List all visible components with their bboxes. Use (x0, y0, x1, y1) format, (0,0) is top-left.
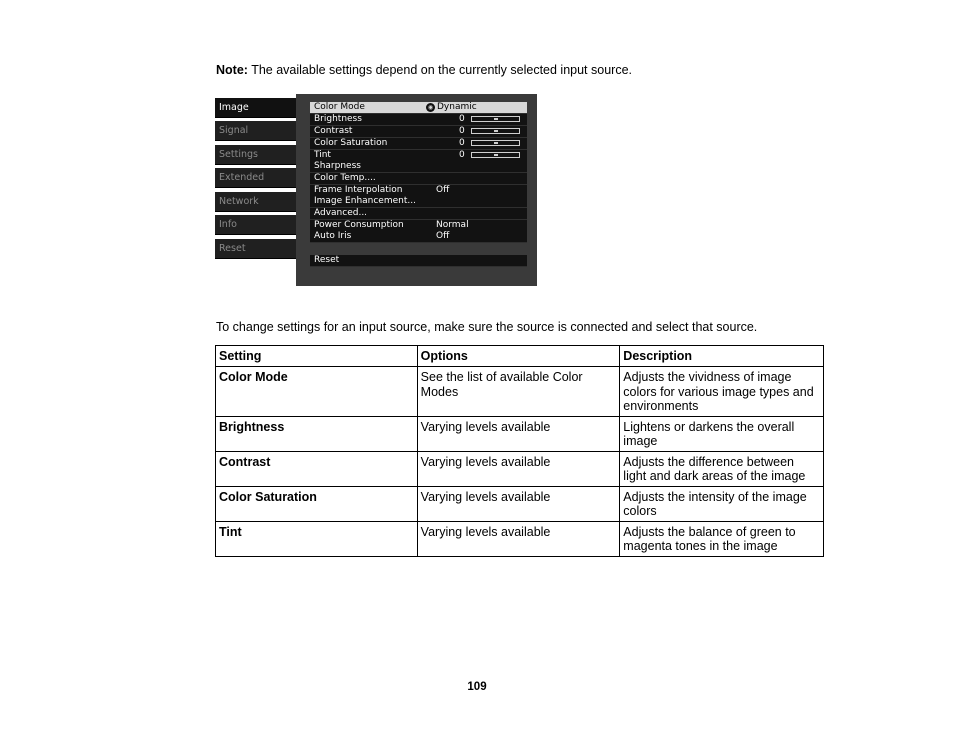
table-row (216, 416, 824, 451)
slider-knob[interactable] (494, 130, 498, 132)
menu-row-brightness[interactable] (310, 114, 527, 126)
cell-setting: Brightness (216, 416, 418, 451)
menu-row-value: Normal (436, 220, 469, 230)
menu-settings-panel (296, 94, 537, 286)
cell-description: Adjusts the difference between light and dark areas of the image (620, 451, 824, 486)
table-row (216, 486, 824, 521)
cell-options: Varying levels available (417, 521, 620, 556)
note-label: Note: (216, 63, 248, 77)
cell-options: Varying levels available (417, 451, 620, 486)
cell-description: Adjusts the balance of green to magenta tones in the image (620, 521, 824, 556)
menu-row-color-mode[interactable] (310, 102, 527, 114)
brightness-slider[interactable] (471, 116, 520, 122)
menu-row-label: Brightness (314, 114, 362, 124)
menu-row-label: Advanced... (314, 208, 368, 218)
slider-knob[interactable] (494, 118, 498, 120)
table-row (216, 451, 824, 486)
menu-row-number: 0 (459, 150, 465, 160)
cell-options: Varying levels available (417, 486, 620, 521)
menu-row-auto-iris[interactable] (310, 231, 527, 243)
menu-tab-extended[interactable]: Extended (215, 168, 297, 188)
menu-tab-reset[interactable]: Reset (215, 239, 297, 259)
menu-row-contrast[interactable] (310, 126, 527, 138)
menu-row-value: Off (436, 231, 450, 241)
menu-row-label: Tint (314, 150, 331, 160)
header-options: Options (417, 346, 620, 367)
cell-description: Lightens or darkens the overall image (620, 416, 824, 451)
menu-row-reset[interactable] (310, 255, 527, 267)
menu-row-sharpness[interactable] (310, 161, 527, 173)
cell-setting: Color Saturation (216, 486, 418, 521)
contrast-slider[interactable] (471, 128, 520, 134)
menu-row-color-temp[interactable] (310, 173, 527, 185)
menu-row-label: Color Mode (314, 102, 365, 112)
image-menu-screenshot (215, 94, 537, 286)
header-setting: Setting (216, 346, 418, 367)
menu-row-label: Color Saturation (314, 138, 388, 148)
table-header-row (216, 346, 824, 367)
cell-options: Varying levels available (417, 416, 620, 451)
menu-row-number: 0 (459, 126, 465, 136)
menu-row-value: Off (436, 185, 450, 195)
menu-row-label: Frame Interpolation (314, 185, 403, 195)
menu-row-label: Reset (314, 255, 340, 265)
menu-tab-info[interactable]: Info (215, 215, 297, 235)
menu-row-value: Dynamic (437, 102, 477, 112)
cell-setting: Contrast (216, 451, 418, 486)
menu-row-label: Image Enhancement... (314, 196, 416, 206)
menu-row-color-saturation[interactable] (310, 138, 527, 150)
cell-options: See the list of available Color Modes (417, 367, 620, 417)
menu-tab-settings[interactable]: Settings (215, 145, 297, 165)
table-row (216, 367, 824, 417)
menu-row-number: 0 (459, 114, 465, 124)
menu-row-label: Color Temp.... (314, 173, 376, 183)
cell-setting: Tint (216, 521, 418, 556)
menu-row-label: Sharpness (314, 161, 361, 171)
dynamic-mode-icon: ◉ (427, 104, 434, 111)
menu-row-image-enhancement[interactable] (310, 196, 527, 208)
cell-description: Adjusts the vividness of image colors for various image types and environments (620, 367, 824, 417)
menu-row-number: 0 (459, 138, 465, 148)
note-text: The available settings depend on the currently selected input source. (247, 63, 632, 77)
color-saturation-slider[interactable] (471, 140, 520, 146)
menu-row-advanced[interactable] (310, 208, 527, 220)
menu-row-label: Auto Iris (314, 231, 352, 241)
instruction-paragraph: To change settings for an input source, make sure the source is connected and select that source. (216, 320, 758, 334)
slider-knob[interactable] (494, 154, 498, 156)
cell-setting: Color Mode (216, 367, 418, 417)
tint-slider[interactable] (471, 152, 520, 158)
table-row (216, 521, 824, 556)
note-paragraph (216, 62, 632, 78)
settings-table (215, 345, 824, 557)
menu-row-label: Power Consumption (314, 220, 404, 230)
menu-tab-network[interactable]: Network (215, 192, 297, 212)
menu-tab-image[interactable]: Image (215, 98, 297, 118)
header-description: Description (620, 346, 824, 367)
page-number: 109 (467, 681, 487, 693)
slider-knob[interactable] (494, 142, 498, 144)
menu-tab-signal[interactable]: Signal (215, 121, 297, 141)
menu-row-label: Contrast (314, 126, 353, 136)
cell-description: Adjusts the intensity of the image colors (620, 486, 824, 521)
